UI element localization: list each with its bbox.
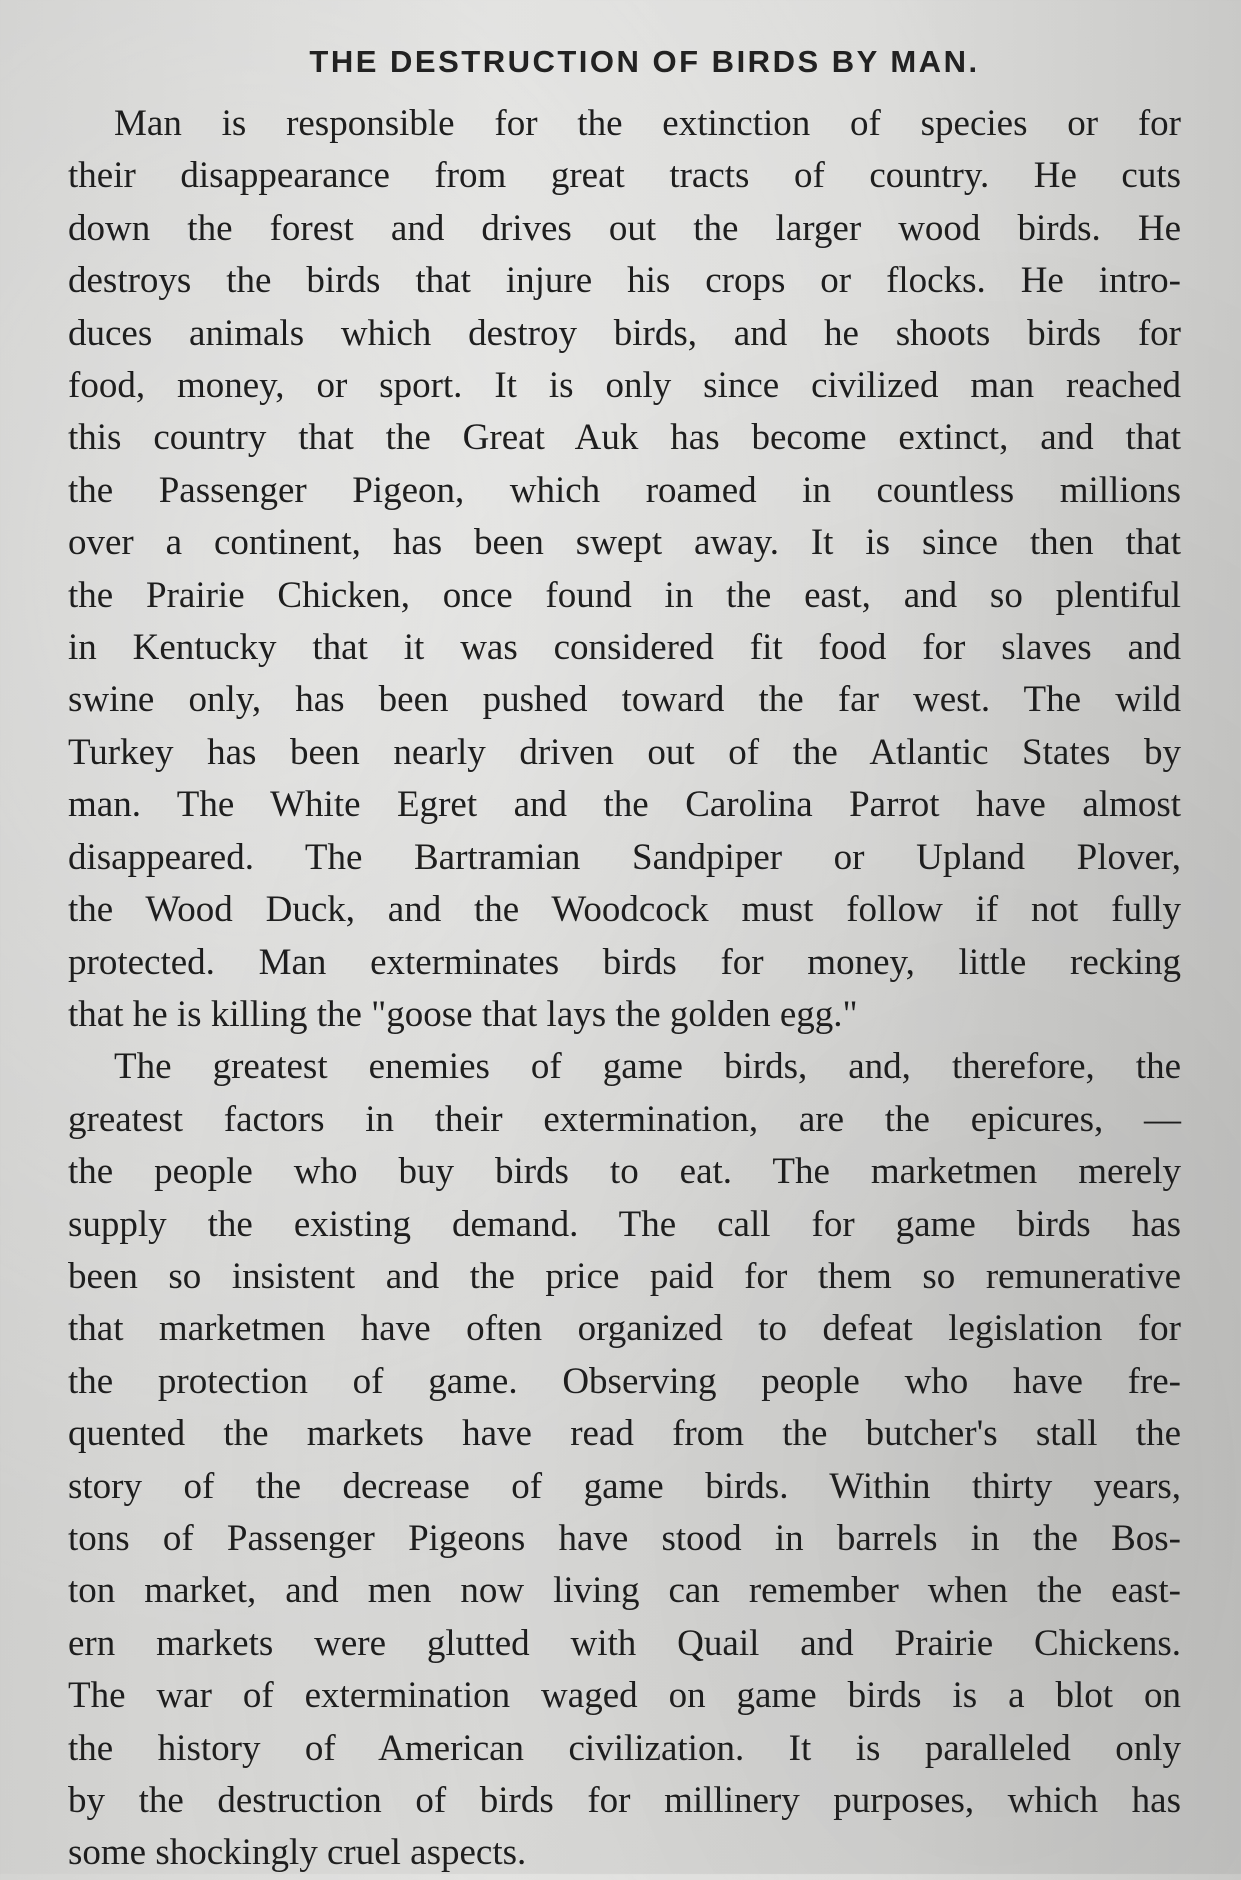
page-heading: THE DESTRUCTION OF BIRDS BY MAN. (309, 44, 980, 79)
text-line: disappeared. The Bartramian Sandpiper or Upland Plover, (68, 836, 1181, 878)
text-line: some shockingly cruel aspects. (68, 1832, 527, 1874)
text-line: The greatest enemies of game birds, and, therefore, the (114, 1046, 1181, 1088)
text-line: ern markets were glutted with Quail and Prairie Chickens. (68, 1622, 1181, 1664)
text-line: the people who buy birds to eat. The marketmen merely (68, 1151, 1181, 1193)
text-line: food, money, or sport. It is only since civilized man reached (68, 365, 1181, 407)
paragraph-2 (68, 1041, 1181, 1880)
text-line: Turkey has been nearly driven out of the Atlantic States by (68, 731, 1181, 773)
text-line: the Passenger Pigeon, which roamed in countless millions (68, 469, 1181, 511)
text-line: Man is responsible for the extinction of species or for (114, 103, 1181, 144)
text-line: protected. Man exterminates birds for money, little recking (68, 941, 1181, 983)
text-line: the history of American civilization. It is paralleled only (68, 1727, 1181, 1769)
text-line: quented the markets have read from the butcher's stall the (68, 1413, 1181, 1455)
text-line: the Wood Duck, and the Woodcock must follow if not fully (68, 889, 1181, 931)
text-line: their disappearance from great tracts of country. He cuts (68, 155, 1181, 197)
text-line: swine only, has been pushed toward the far west. The wild (68, 679, 1181, 721)
text-line: ton market, and men now living can remember when the east- (68, 1570, 1181, 1612)
text-line: by the destruction of birds for millinery purposes, which has (68, 1780, 1181, 1821)
text-line: The war of extermination waged on game birds is a blot on (68, 1675, 1181, 1717)
text-line: supply the existing demand. The call for game birds has (68, 1203, 1181, 1245)
text-line: greatest factors in their extermination, are the epicures, — (68, 1098, 1181, 1140)
text-line: that he is killing the "goose that lays the golden egg." (68, 993, 858, 1035)
text-line: man. The White Egret and the Carolina Parrot have almost (68, 784, 1181, 826)
text-line: down the forest and drives out the larger wood birds. He (68, 207, 1181, 249)
text-line: over a continent, has been swept away. It is since then that (68, 522, 1181, 564)
text-line: in Kentucky that it was considered fit food for slaves and (68, 627, 1181, 669)
text-line: duces animals which destroy birds, and he shoots birds for (68, 312, 1181, 354)
text-line: story of the decrease of game birds. Within thirty years, (68, 1465, 1181, 1507)
text-line: this country that the Great Auk has become extinct, and that (68, 417, 1181, 459)
text-line: that marketmen have often organized to defeat legislation for (68, 1308, 1181, 1350)
text-line: the protection of game. Observing people who have fre- (68, 1360, 1181, 1402)
text-line: the Prairie Chicken, once found in the east, and so plentiful (68, 574, 1181, 616)
text-line: been so insistent and the price paid for them so remunerative (68, 1255, 1181, 1297)
text-line: destroys the birds that injure his crops or flocks. He intro- (68, 260, 1181, 302)
paragraph-1 (68, 98, 1181, 1041)
text-line: tons of Passenger Pigeons have stood in barrels in the Bos- (68, 1517, 1181, 1559)
